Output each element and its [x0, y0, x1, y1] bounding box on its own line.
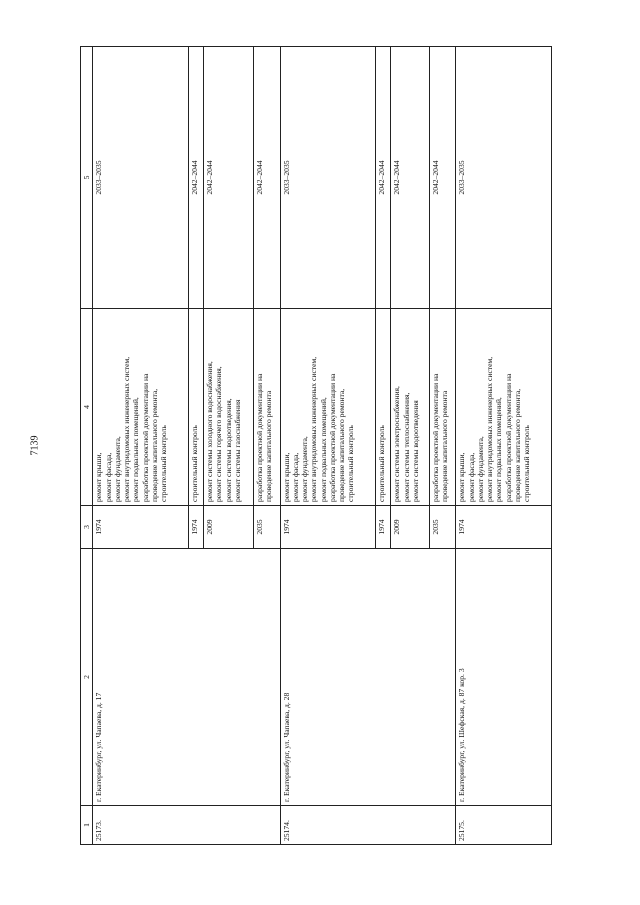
table-row: [456, 47, 552, 845]
work-line: ремонт внутридомовых инженерных систем,: [309, 356, 319, 502]
work-line: ремонт подвальных помещений,: [318, 397, 328, 502]
row-number-cell: 25174.: [280, 806, 456, 845]
page-number: 7139: [29, 435, 41, 456]
work-line: разработка проектной документации на: [327, 373, 337, 502]
period-cell: 2042–2044: [391, 47, 429, 309]
work-line: разработка проектной документации на: [140, 373, 150, 502]
work-line: ремонт фасада,: [103, 452, 113, 502]
work-line: проведение капитального ремонта: [439, 390, 449, 502]
rotated-table-container: [80, 82, 552, 845]
work-line: строительный контроль: [346, 425, 356, 502]
year-cell: 2009: [204, 506, 254, 549]
work-line: ремонт системы газоснабжения: [232, 399, 242, 502]
works-cell: [280, 309, 376, 506]
period-cell: 2033–2035: [456, 47, 552, 309]
work-line: ремонт подвальных помещений,: [494, 397, 504, 502]
year-cell: 1974: [456, 506, 552, 549]
rotated-table-wrapper: [80, 82, 552, 845]
works-cell: [253, 309, 280, 506]
work-line: строительный контроль: [522, 425, 532, 502]
work-line: ремонт системы водоотведения,: [223, 398, 233, 502]
works-cell: [391, 309, 429, 506]
work-line: ремонт крыши,: [457, 452, 467, 502]
header-cell-3: 3: [81, 506, 93, 549]
header-cell-1: 1: [81, 806, 93, 845]
work-line: строительный контроль: [377, 425, 387, 502]
table-row: [280, 47, 376, 845]
work-line: ремонт системы теплоснабжения,: [401, 392, 411, 502]
year-cell: 2035: [429, 506, 456, 549]
work-line: ремонт системы горячего водоснабжения,: [214, 366, 224, 502]
work-line: ремонт фундамента,: [300, 436, 310, 502]
work-line: проведение капитального ремонта,: [512, 388, 522, 502]
period-cell: 2042–2044: [253, 47, 280, 309]
period-cell: 2033–2035: [93, 47, 189, 309]
year-cell: 1974: [188, 506, 203, 549]
work-line: ремонт системы электроснабжения,: [392, 386, 402, 502]
works-cell: [93, 309, 189, 506]
work-line: ремонт фундамента,: [475, 436, 485, 502]
year-cell: 1974: [93, 506, 189, 549]
work-line: ремонт внутридомовых инженерных систем,: [485, 356, 495, 502]
period-cell: 2042–2044: [376, 47, 391, 309]
works-cell: [429, 309, 456, 506]
work-line: ремонт фундамента,: [112, 436, 122, 502]
work-line: ремонт системы холодного водоснабжения,: [205, 361, 215, 502]
table-row: [93, 47, 189, 845]
table-body: [93, 47, 552, 845]
row-number-cell: 25175.: [456, 806, 552, 845]
work-line: разработка проектной документации на: [254, 373, 264, 502]
work-line: строительный контроль: [159, 425, 168, 502]
work-line: разработка проектной документации на: [503, 373, 513, 502]
year-cell: 2009: [391, 506, 429, 549]
header-cell-2: 2: [81, 549, 93, 806]
work-line: ремонт внутридомовых инженерных систем,: [122, 356, 131, 502]
period-cell: 2033–2035: [280, 47, 376, 309]
works-cell: [456, 309, 552, 506]
works-cell: [376, 309, 391, 506]
work-line: разработка проектной документации на: [430, 373, 440, 502]
work-line: ремонт крыши,: [281, 452, 291, 502]
work-line: проведение капитального ремонта: [264, 390, 274, 502]
work-line: строительный контроль: [189, 425, 199, 502]
header-cell-4: 4: [81, 309, 93, 506]
work-line: проведение капитального ремонта,: [337, 388, 347, 502]
work-line: ремонт крыши,: [94, 452, 104, 502]
period-cell: 2042–2044: [204, 47, 254, 309]
works-cell: [188, 309, 203, 506]
header-cell-5: 5: [81, 47, 93, 309]
works-cell: [204, 309, 254, 506]
work-line: ремонт системы водоотведения: [410, 400, 420, 502]
address-cell: г. Екатеринбург, ул. Чапаева, д. 17: [93, 549, 280, 806]
address-cell: г. Екатеринбург, ул. Шефская, д. 87 кор. 3: [456, 549, 552, 806]
address-cell: г. Екатеринбург, ул. Чапаева, д. 28: [280, 549, 456, 806]
work-line: ремонт фасада,: [290, 452, 300, 502]
work-line: ремонт фасада,: [466, 452, 476, 502]
year-cell: 2035: [253, 506, 280, 549]
year-cell: 1974: [376, 506, 391, 549]
period-cell: 2042–2044: [429, 47, 456, 309]
repair-schedule-table: [80, 46, 552, 845]
work-line: проведение капитального ремонта,: [149, 388, 159, 502]
period-cell: 2042–2044: [188, 47, 203, 309]
year-cell: 1974: [280, 506, 376, 549]
row-number-cell: 25173.: [93, 806, 280, 845]
header-row: [81, 47, 93, 845]
work-line: ремонт подвальных помещений,: [131, 397, 141, 502]
